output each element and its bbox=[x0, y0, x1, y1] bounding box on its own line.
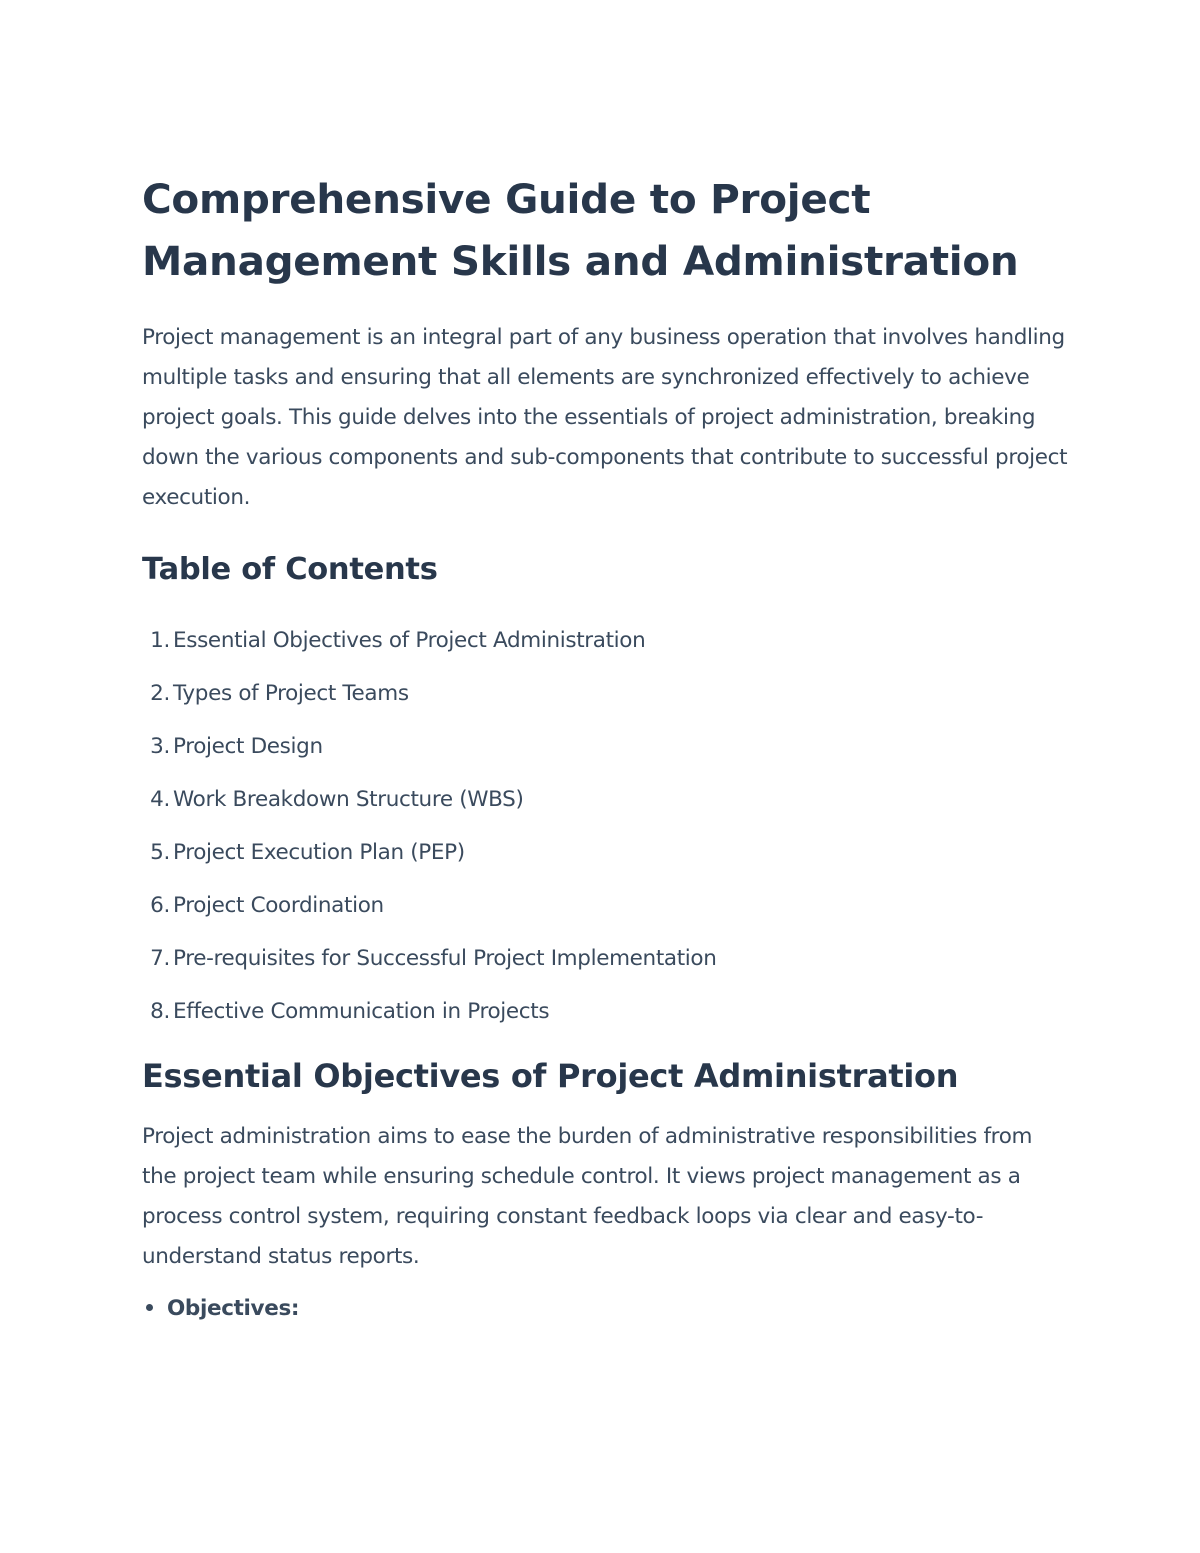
toc-item-project-teams[interactable] bbox=[142, 667, 1072, 720]
toc-item-objectives[interactable] bbox=[142, 614, 1072, 667]
toc-item-label: Effective Communication in Projects bbox=[173, 999, 550, 1024]
toc-list bbox=[142, 614, 1072, 1038]
toc-item-number: 1. bbox=[150, 628, 170, 653]
document-page bbox=[142, 168, 1072, 1329]
toc-item-number: 7. bbox=[150, 946, 170, 971]
bullet-list bbox=[142, 1289, 1072, 1329]
toc-item-communication[interactable] bbox=[142, 985, 1072, 1038]
toc-item-label: Work Breakdown Structure (WBS) bbox=[173, 787, 524, 812]
toc-item-label: Project Coordination bbox=[173, 893, 384, 918]
toc-item-project-design[interactable] bbox=[142, 720, 1072, 773]
toc-item-label: Pre-requisites for Successful Project Implementation bbox=[173, 946, 717, 971]
section-paragraph: Project administration aims to ease the burden of administrative responsibilities from the project team while ensuring schedule control. It views project management as a process control system, requiring constant feedback loops via clear and easy-to-understand status reports. bbox=[142, 1124, 1033, 1269]
toc-item-number: 5. bbox=[150, 840, 170, 865]
toc-item-number: 4. bbox=[150, 787, 170, 812]
toc-heading: Table of Contents bbox=[142, 552, 438, 587]
toc-item-number: 8. bbox=[150, 999, 170, 1024]
bullet-dot-icon bbox=[146, 1304, 153, 1311]
toc-item-prerequisites[interactable] bbox=[142, 932, 1072, 985]
toc-item-label: Project Design bbox=[173, 734, 323, 759]
toc-item-pep[interactable] bbox=[142, 826, 1072, 879]
toc-item-coordination[interactable] bbox=[142, 879, 1072, 932]
toc-item-number: 2. bbox=[150, 681, 170, 706]
intro-paragraph: Project management is an integral part of any business operation that involves handling multiple tasks and ensuring that all elements are synchronized effectively to achieve project goals. This guide delves into the essentials of project administration, breaking down the various components and sub-components that contribute to successful project execution. bbox=[142, 325, 1068, 510]
toc-item-wbs[interactable] bbox=[142, 773, 1072, 826]
toc-item-number: 3. bbox=[150, 734, 170, 759]
list-item bbox=[142, 1289, 1072, 1329]
toc-item-label: Types of Project Teams bbox=[173, 681, 409, 706]
toc-item-label: Essential Objectives of Project Administration bbox=[173, 628, 646, 653]
page-title: Comprehensive Guide to Project Management Skills and Administration bbox=[142, 175, 1019, 285]
section-heading-objectives: Essential Objectives of Project Administration bbox=[142, 1057, 959, 1095]
toc-item-label: Project Execution Plan (PEP) bbox=[173, 840, 465, 865]
toc-item-number: 6. bbox=[150, 893, 170, 918]
bullet-label: Objectives: bbox=[167, 1296, 300, 1321]
